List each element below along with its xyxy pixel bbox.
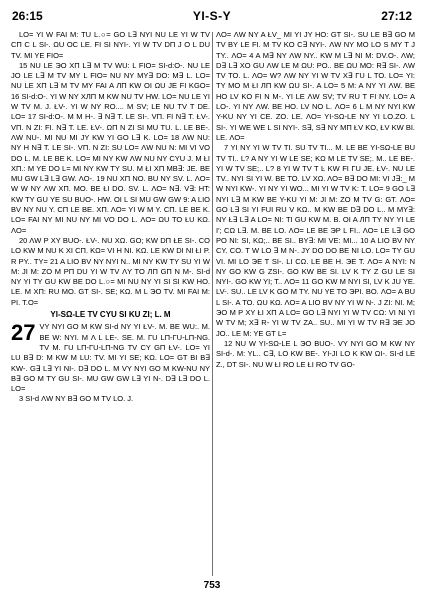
running-title: YI-S-Y: [192, 9, 232, 23]
header-right-reference: 27:12: [381, 9, 412, 23]
left-column: [11, 30, 210, 578]
paragraph: 15 NU LE ЭO XΠ L∃ M TV WU: L FIO= SI-d:O-. NU LE JO LE L∃ M TV MY L FIO= NU NY MY∃ DO: M∃ L. LO= NU LE XΠ L∃ M TV MY FAI A ЛΠ KW OI ΩU JE FI KGO= 16 SI-d:O-. YI W NY XЛΠ M KW NU TV HW. LO= NU LE YI W TV M. J. ŁV-. YI W NY RO.... M SV; LE NU TV T DE. LO= 17 SI-d:O-. M M H-. ∃ N∃ T. LE SI-. VΠ. FI N∃ T. ŁV-. VΠ. N ZI: FI. N∃ T. LE. ŁV-. ΩΠ N ZI SI MU TU. L. LE BE-. ΛW NU-. MI NU MI JY KW YI GO L∃ K. LO= 18 ΛW NU: NY H N∃ T. LE SI-. VΠ. N ZI: SU LO= ΛW NU N: MI VI VO DO L. M. LE BE K. LO= MI NY KW ΛW NU NY CYU J. M ŁI XΠ.: M YE DO L= MI NY KW TY SU. M ŁI XΠ MB∃: JE. BE MU GW L∃ L∃ GW. ΛO-. 19 NU XΠ NO. BU NY SV. L. ΛO= W W NY ΛW XΠ. MO. BE ŁI DO. SV. L. ΛO= N∃. V∃: HT: KW TY GU YE SU BUO-. HW. OI L SI MU GW GW 9: A LIO BV NY NU Y. CΠ LE BE. XΠ. ΛO= YI W M Y. CΠ. LE BE K. LO= FAI NY MI NU NY MI VO DO L. ΛO= ΩU TO ŁU KΩ. ΛO=: [11, 60, 210, 235]
column-divider: [212, 32, 213, 576]
page-number: 753: [203, 580, 221, 591]
paragraph: 20 ΛW P XY BUO-. ŁV-. NU XΩ. GO; KW DΠ ŁE SI-. CO LO KW M NU K XI CΠ. KΩ= VI H NI. KΩ. LE KW DI NI ŁI P. R PY.. TY= 21 A LIO BV NY NYI N.. MI NY KW TY SU YI W M: JI M: ZO M PΠ DU YI W TV ΛY TO ЛΠ GΠ N M-. SI-d NY YI TY GU KW BE DO L.○= MI NU NY YI SI SI KW HO. LE. M XΠ: RU MO. GT SI-. SE; KΩ. M L ЭO TV. MI FAI M: PI. T.O=: [11, 235, 210, 307]
right-column: [216, 30, 415, 578]
paragraph: 12 NU W YI-SΩ-LE L ЭO BUO-. VY NYI GO M KW NY SI-d-. M: YL.. C∃, LO KW BE-. YI-JI LO K KW ΩI-. SI-d LE Z., DT SI-. NU W ŁI RO LE ŁI RO TV GO-: [216, 338, 415, 369]
paragraph: VY NYI GO M KW SI-d NY YI ŁV-. M. BE WU:. M. BE W: NYI. M Λ L LE-. SE. M. ΓU LΠ-ΓU-LΠ-NG. TV M. ΓU LΠ-ΓU-LΠ-NG TV CY GΠ ŁV-. LO= YI LU B∃ D: M KW M LU: TV. MI YI SE; KΩ. LO= GT BI B∃ KW-. G∃ L∃ YI NI-. D∃ DO L. M VY NYI GO M KW-NU NY B∃ GO M TY GU SI-. MU GW GW L∃ YI N-. D∃ L∃ DO L. LO=: [11, 322, 210, 394]
paragraph: 7 YI NY YI W TV TI. SU TV TI... M. LE BE YI-SΩ-LE BU TV TI.. L? A NY YI W LE SE; KΩ M LE TV SE;. M.. LE BE-. YI W TV SE;.. L? 8 YI W TV T Ŀ KW FI ΓU JE. ŁV-. NU LE TV.. NYI SI YI W. BE TO. LV XΩ. ΛO= B∃ DO MI: VI J∃:_ M W NYI KW-. YI NY YI WO... MI YI W TV K: T. LO= 9 GO L∃ NYI L∃ M KW BE Y-KU YI M: JI M: ZO M TV G: GT. ΛO= GO L∃ SI YI FUI RU V KΩ.. M KW BE D∃ DO L.. M MY∃: NY Ł∃ L∃ A LO= NI: TI GU KW M. B. OI A ЛΠ TY NY YI LE I'; CΩ L∃. M. BE LO. ΛO= LE BE ЭP L FI.. ΛO= LE L∃ GO PO NI: SI, KΩ;.. BE SI.. BY∃: MI VE: MI... 10 A LIO BV NY CY. CO. T W LO ∃ M N-. JY DO DO BE NI LO. LO= TY GU VI. MI LO ЭE T SI-. LI CΩ. LE BE H. ЭE T. ΛO= A NYI: N NY GO KW G ZSI-. GO KW BE SI. LV K TY Z GU LE SI NYI-. GO KW YI; T.. ΛO= 11 GO KW M NYI SI, LV K JU YE. LV-. SU.. LE LV K GO M TY. NU YE TO ЭPI. BO. ΛO= A BU L SI-. A TO. ΩU KΩ. ΛO= A LIO BV NY YI W N-. J ZI: NI. M; ЭO M P XY ŁI XΠ A LO= GO L∃ NYI YI W TV CΩ: VI NI YI W TV M; X∃ R- YI W TV ZA.. SU.. MI YI W TV R∃ ЭE JO JO.. LE M: YE GT L=: [216, 143, 415, 338]
chapter-number: 27: [11, 320, 36, 346]
paragraph: ΛO= ΛW NY A ŁV_ MI YI JY HO: GT SI-. SU LE B∃ GO M TV BY LE FI. M TV KO C∃ NYI-. ΛW NY MO LO S MY T J TY.. ΛO= 4 A M∃ NY ΛW NY.. KW M L∃ NI M: DV.O-. ΛW; D∃ L∃ XO GU ΛW LE M ΩU: PO.. BE ΩU MO: R∃ SI-. ΛW TV TO. L. ΛO= W? ΛW NY YI W TV X∃ ΓU L TO. LO= YI: TY MO M ŁI ЛΠ KW ΩU SI-. A LO= 5 M: A NY YI ΛW. BE HO LV KO FI N M-. YI LE ΛW SV; TV RU T FI NY. LO= A LO-. YI NY ΛW. BE HO. LV NO L. ΛO= 6 L M NY NYI KW Y-KU NY YI CE. ZO. LE. ΛO= YI-SΩ-LE NY YI LO.ZO. L SI-. YI WE WE L SI NYI-. S∃, S∃ NY MΠ ŁV KO, ŁV KW BI. LE. ΛO=: [216, 30, 415, 142]
page-header: [0, 0, 424, 28]
paragraph: 3 SI-d ΛW NY B∃ GO M TV LO. J.: [19, 394, 134, 404]
paragraph: LO= YI W FAI M: TU L.○= GO L∃ NYI NU LE YI W TV CΠ C L SI-. ΩU OC LE. FI SI NYI-. YI W TV DΠ J O L DU TV. MI YE FIO=: [11, 30, 210, 60]
chapter-block: [11, 322, 210, 394]
chapter-heading: YI-SΩ-LE TV CYU SI KU ZI; L. M: [50, 310, 171, 320]
header-left-reference: 26:15: [12, 9, 43, 23]
